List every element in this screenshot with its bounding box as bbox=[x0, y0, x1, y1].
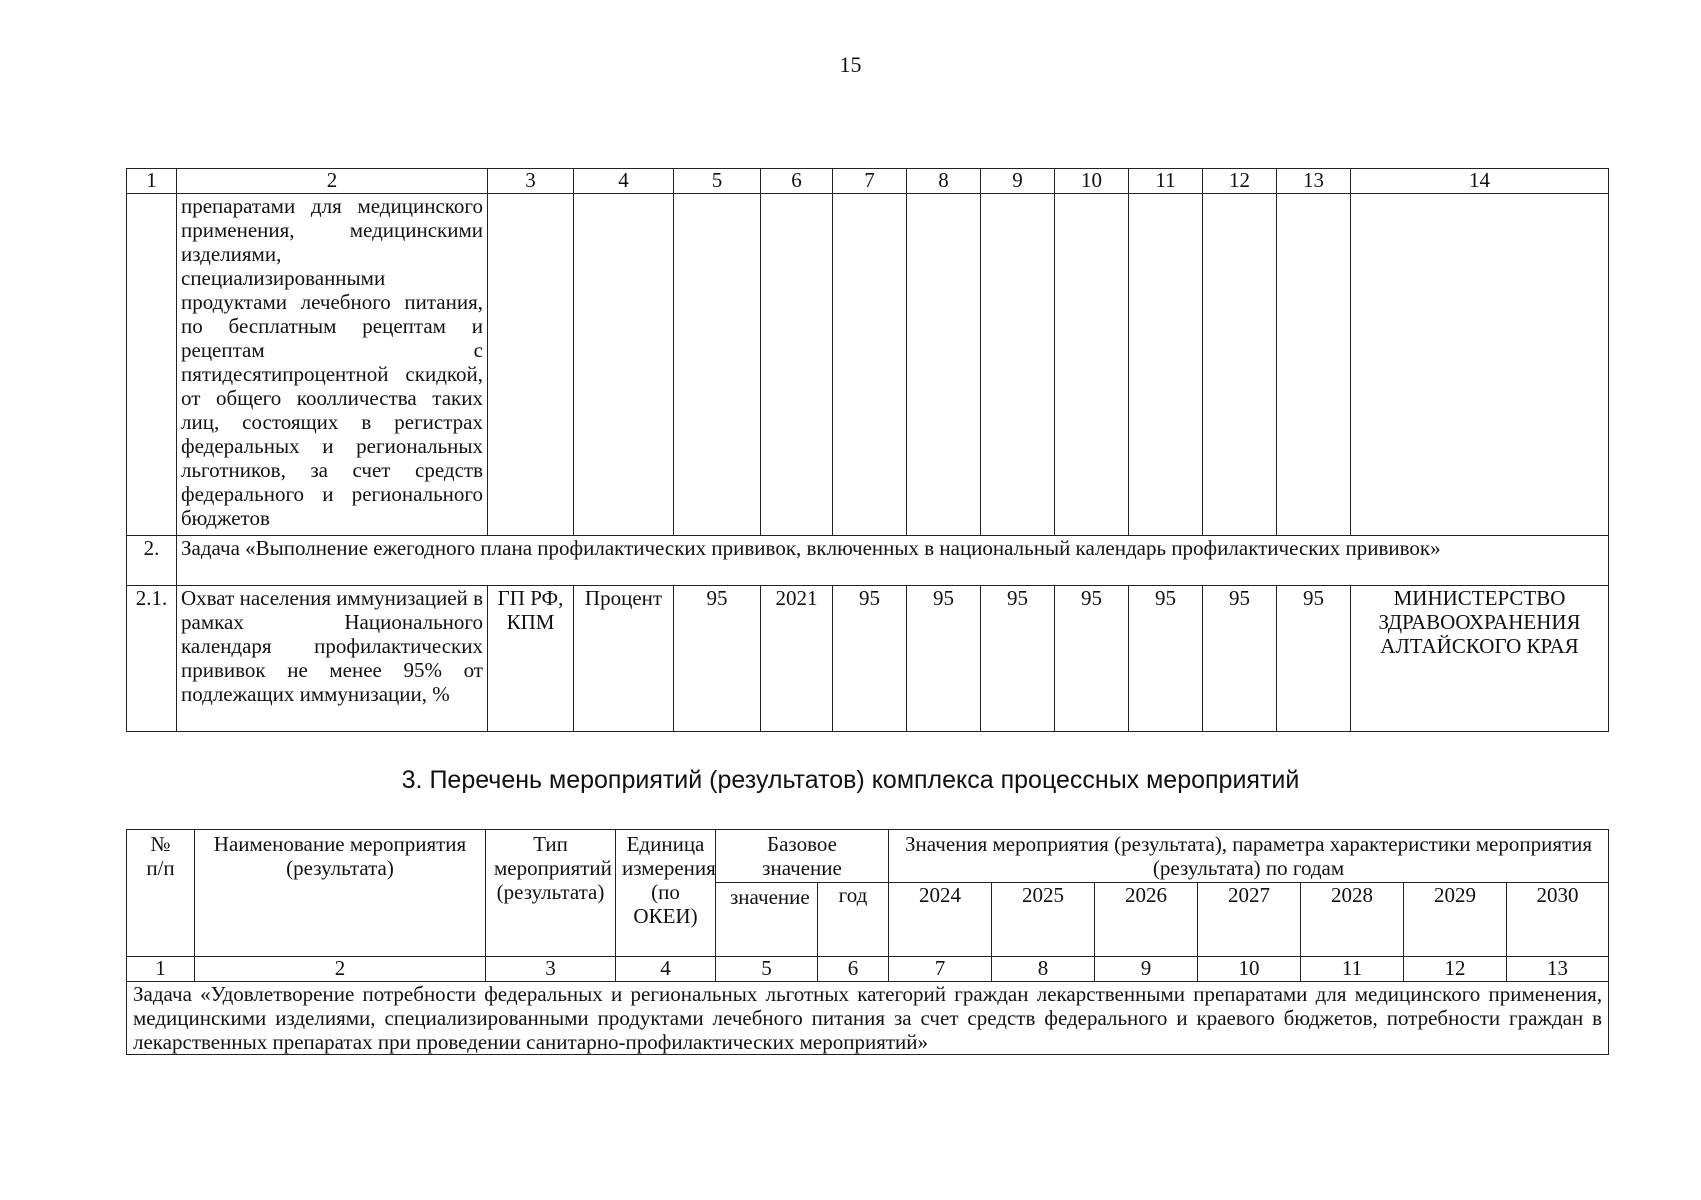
column-number: 3 bbox=[486, 957, 616, 982]
year-value: 95 bbox=[1203, 586, 1277, 732]
column-number: 11 bbox=[1301, 957, 1404, 982]
header-name: Наименование мероприятия (результата) bbox=[195, 830, 486, 957]
indicator-unit: Процент bbox=[574, 586, 674, 732]
indicator-type: ГП РФ, КПМ bbox=[488, 586, 574, 732]
column-number: 3 bbox=[488, 169, 574, 194]
column-number: 13 bbox=[1277, 169, 1351, 194]
year-value: 95 bbox=[833, 586, 907, 732]
continued-row bbox=[127, 194, 1609, 536]
column-number: 5 bbox=[716, 957, 818, 982]
indicator-row bbox=[127, 586, 1609, 732]
header-year: 2028 bbox=[1301, 883, 1404, 957]
column-number: 6 bbox=[818, 957, 889, 982]
header-year: 2024 bbox=[889, 883, 992, 957]
indicator-name: Охват населения иммунизацией в рамках Национального календаря профилактических прививок не менее 95% от подлежащих иммунизации, % bbox=[177, 586, 488, 732]
column-number: 12 bbox=[1203, 169, 1277, 194]
header-values-group: Значения мероприятия (результата), параметра характеристики мероприятия (результата) по годам bbox=[889, 830, 1609, 883]
year-value: 95 bbox=[1129, 586, 1203, 732]
task-text: Задача «Выполнение ежегодного плана профилактических прививок, включенных в национальный календарь профилактических прививок» bbox=[177, 536, 1609, 586]
column-number: 5 bbox=[674, 169, 761, 194]
header-year: 2026 bbox=[1095, 883, 1198, 957]
measures-table bbox=[126, 829, 1609, 1055]
year-value: 95 bbox=[1055, 586, 1129, 732]
task-text: Задача «Удовлетворение потребности федеральных и региональных льготных категорий граждан лекарственными препаратами для медицинского применения, медицинскими изделиями, специализированными продуктами лечебного питания за счет средств федерального и краевого бюджетов, потребности граждан в лекарственных препаратах при проведении санитарно-профилактических мероприятий» bbox=[127, 982, 1609, 1055]
column-number: 9 bbox=[1095, 957, 1198, 982]
year-value: 95 bbox=[907, 586, 981, 732]
header-year: 2030 bbox=[1507, 883, 1609, 957]
column-number-row bbox=[127, 957, 1609, 982]
column-number: 13 bbox=[1507, 957, 1609, 982]
header-type: Тип мероприятий (результата) bbox=[486, 830, 616, 957]
row-number: 2.1. bbox=[127, 586, 177, 732]
column-number: 8 bbox=[992, 957, 1095, 982]
column-number: 9 bbox=[981, 169, 1055, 194]
task-number: 2. bbox=[127, 536, 177, 586]
page-number: 15 bbox=[839, 52, 862, 77]
column-number: 12 bbox=[1404, 957, 1507, 982]
column-number: 4 bbox=[574, 169, 674, 194]
column-number: 1 bbox=[127, 957, 195, 982]
header-base-value: значение bbox=[716, 883, 818, 957]
column-number: 10 bbox=[1198, 957, 1301, 982]
responsible-body: МИНИСТЕРСТВО ЗДРАВООХРАНЕНИЯ АЛТАЙСКОГО КРАЯ bbox=[1351, 586, 1609, 732]
header-base: Базовое значение bbox=[716, 830, 889, 883]
header-year: 2027 bbox=[1198, 883, 1301, 957]
column-number-row bbox=[127, 169, 1609, 194]
column-number: 8 bbox=[907, 169, 981, 194]
column-number: 4 bbox=[616, 957, 716, 982]
base-value: 95 bbox=[674, 586, 761, 732]
column-number: 14 bbox=[1351, 169, 1609, 194]
column-number: 1 bbox=[127, 169, 177, 194]
header-row bbox=[127, 830, 1609, 883]
continued-text: препаратами для медицинского применения, медицинскими изделиями, специализированными продуктами лечебного питания, по бесплатным рецептам и рецептам с пятидесятипроцентной скидкой, от общего коолличества таких лиц, состоящих в регистрах федеральных и региональных льготников, за счет средств федерального и регионального бюджетов bbox=[177, 194, 488, 536]
column-number: 7 bbox=[833, 169, 907, 194]
header-unit: Единица измерения (по ОКЕИ) bbox=[616, 830, 716, 957]
column-number: 2 bbox=[195, 957, 486, 982]
header-num: № п/п bbox=[127, 830, 195, 957]
base-year: 2021 bbox=[761, 586, 833, 732]
task-row bbox=[127, 982, 1609, 1055]
year-value: 95 bbox=[1277, 586, 1351, 732]
column-number: 11 bbox=[1129, 169, 1203, 194]
column-number: 6 bbox=[761, 169, 833, 194]
year-value: 95 bbox=[981, 586, 1055, 732]
section-title: 3. Перечень мероприятий (результатов) комплекса процессных мероприятий bbox=[401, 766, 1300, 794]
header-year: 2025 bbox=[992, 883, 1095, 957]
indicators-table bbox=[126, 168, 1609, 732]
task-row bbox=[127, 536, 1609, 586]
column-number: 10 bbox=[1055, 169, 1129, 194]
header-year: 2029 bbox=[1404, 883, 1507, 957]
header-base-year: год bbox=[818, 883, 889, 957]
column-number: 2 bbox=[177, 169, 488, 194]
column-number: 7 bbox=[889, 957, 992, 982]
